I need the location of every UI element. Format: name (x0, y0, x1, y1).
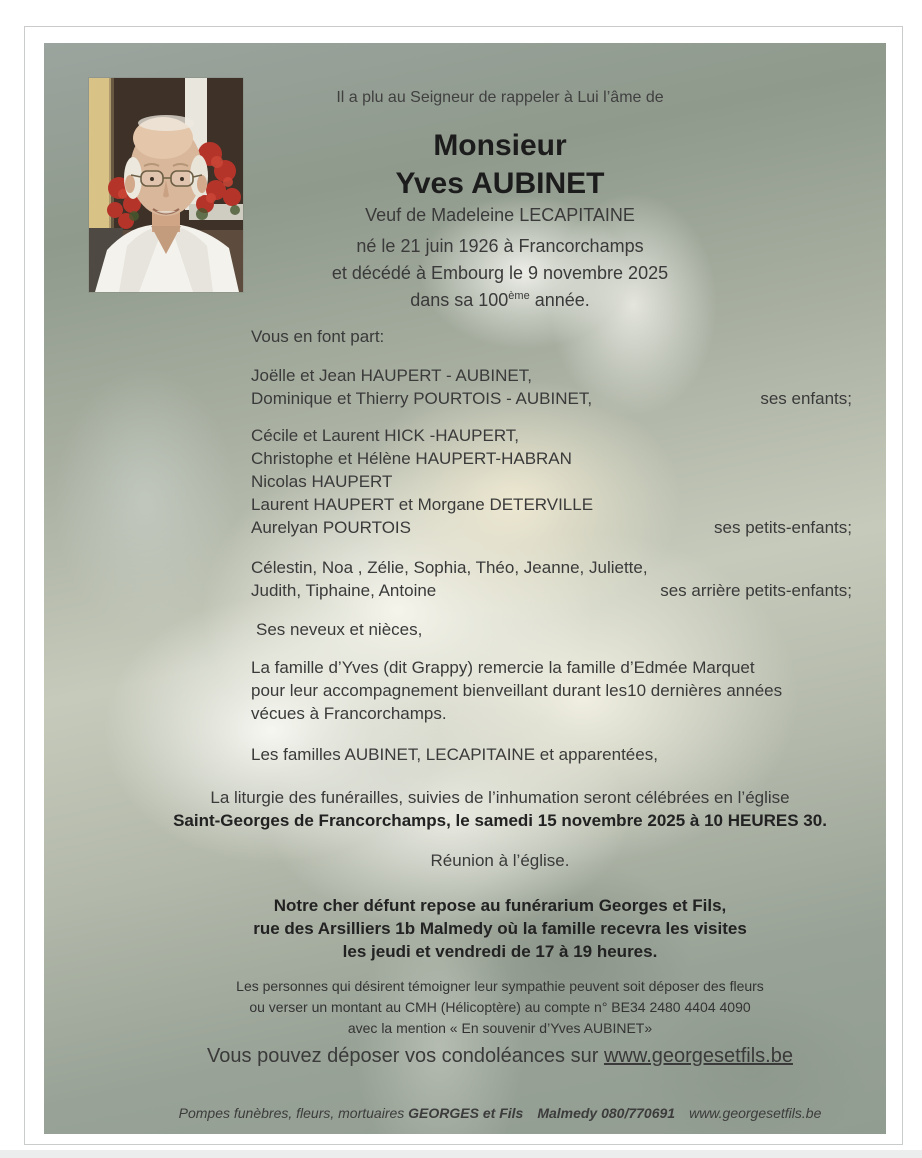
repose-line: Notre cher défunt repose au funérarium Georges et Fils, (273, 896, 727, 915)
footer-phone: Malmedy 080/770691 (537, 1105, 676, 1121)
family-line-with-relation: Aurelyan POURTOIS ses petits-enfants; (251, 518, 852, 537)
family-line: Célestin, Noa , Zélie, Sophia, Théo, Jeanne, Juliette, (251, 558, 648, 577)
condolences-prefix: Vous pouvez déposer vos condoléances sur (207, 1045, 604, 1067)
repose-line: rue des Arsilliers 1b Malmedy où la famille recevra les visites (253, 919, 747, 938)
liturgy-line: La liturgie des funérailles, suivies de l’inhumation seront célébrées en l’église (210, 788, 790, 807)
repose-paragraph (114, 894, 886, 963)
families-line: Les familles AUBINET, LECAPITAINE et apparentées, (251, 745, 658, 764)
grandchildren-group (251, 424, 852, 539)
family-line: Christophe et Hélène HAUPERT-HABRAN (251, 449, 572, 468)
footer-company-name: GEORGES et Fils (408, 1105, 524, 1121)
sympathy-line: avec la mention « En souvenir d’Yves AUBINET» (347, 1020, 653, 1036)
liturgy-church-date-line: Saint-Georges de Francorchamps, le samedi 15 novembre 2025 à 10 HEURES 30. (173, 811, 827, 830)
nephews-line: Ses neveux et nièces, (256, 620, 423, 639)
repose-line: les jeudi et vendredi de 17 à 19 heures. (342, 942, 658, 961)
footer-services-text: Pompes funèbres, fleurs, mortuaires (178, 1105, 409, 1121)
announcement-text-column (114, 43, 886, 1123)
life-dates (114, 233, 886, 314)
relation-label-children: ses enfants; (760, 389, 852, 408)
mourning-card (24, 26, 903, 1145)
sympathy-paragraph (114, 976, 886, 1039)
sympathy-line: ou verser un montant au CMH (Hélicoptère) au compte n° BE34 2480 4404 4090 (249, 999, 751, 1015)
relation-label-grandchildren: ses petits-enfants; (714, 518, 852, 537)
deceased-name: Yves AUBINET (395, 167, 605, 200)
age-line: dans sa 100ème année. (410, 290, 590, 310)
condolences-website-link[interactable]: www.georgesetfils.be (603, 1045, 793, 1067)
lead-line: Vous en font part: (251, 327, 385, 346)
sympathy-line: Les personnes qui désirent témoigner leur sympathie peuvent soit déposer des fleurs (236, 978, 764, 994)
liturgy-paragraph (114, 786, 886, 832)
thanks-line: pour leur accompagnement bienveillant durant les10 dernières années (251, 681, 783, 700)
family-line: Joëlle et Jean HAUPERT - AUBINET, (251, 366, 532, 385)
deceased-title: Monsieur (433, 129, 567, 162)
funeral-home-footer (114, 1103, 886, 1123)
family-line-with-relation: Dominique et Thierry POURTOIS - AUBINET, ses enfants; (251, 389, 852, 408)
thanks-paragraph (251, 656, 852, 725)
birth-line: né le 21 juin 1926 à Francorchamps (356, 236, 644, 256)
family-line-with-relation: Judith, Tiphaine, Antoine ses arrière petits-enfants; (251, 581, 852, 600)
death-line: et décédé à Embourg le 9 novembre 2025 (331, 263, 669, 283)
condolences-line (114, 1043, 886, 1069)
family-line: Laurent HAUPERT et Morgane DETERVILLE (251, 495, 594, 514)
thanks-line: vécues à Francorchamps. (251, 704, 447, 723)
widower-line: Veuf de Madeleine LECAPITAINE (365, 205, 635, 225)
thanks-line: La famille d’Yves (dit Grappy) remercie la famille d’Edmée Marquet (251, 658, 755, 677)
intro-line: Il a plu au Seigneur de rappeler à Lui l’âme de (336, 89, 664, 106)
children-group (251, 364, 852, 410)
footer-website: www.georgesetfils.be (689, 1105, 822, 1121)
age-superscript: ème (508, 290, 530, 302)
white-rose-background (44, 43, 886, 1134)
family-line: Nicolas HAUPERT (251, 472, 393, 491)
family-line: Cécile et Laurent HICK -HAUPERT, (251, 426, 520, 445)
meeting-line: Réunion à l’église. (430, 851, 570, 870)
relation-label-great-grandchildren: ses arrière petits-enfants; (660, 581, 852, 600)
great-grandchildren-group (251, 556, 852, 602)
page-bottom-edge (0, 1150, 922, 1158)
